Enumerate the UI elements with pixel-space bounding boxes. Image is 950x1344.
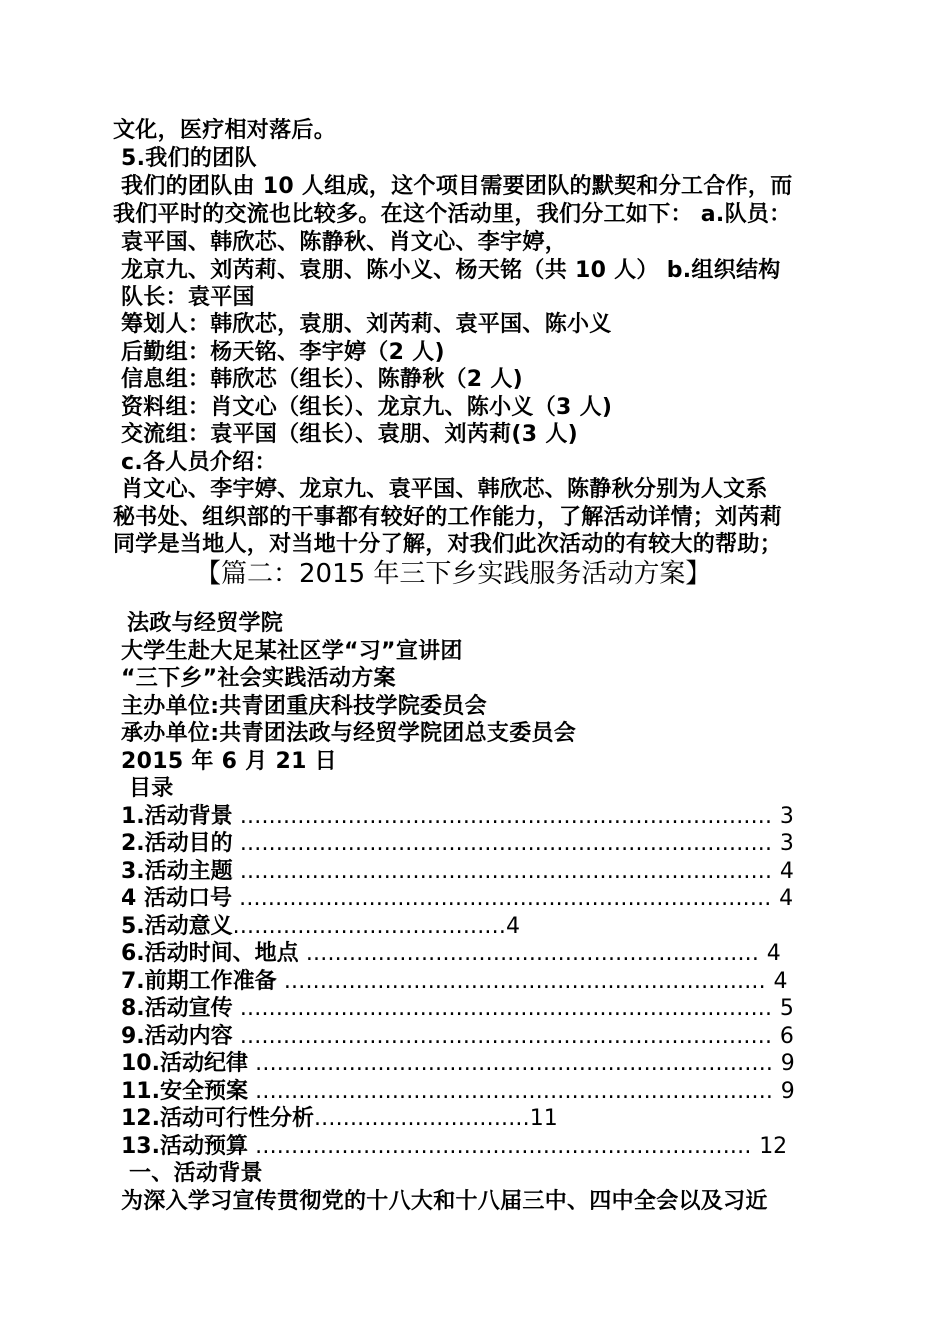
toc-page: 3 <box>779 831 794 856</box>
text-line: 筹划人：韩欣芯，袁朋、刘芮莉、袁平国、陈小义 <box>121 312 612 337</box>
toc-entry <box>121 1105 558 1132</box>
toc-entry <box>121 803 794 830</box>
college-name: 法政与经贸学院 <box>127 611 284 636</box>
toc-page: 9 <box>780 1079 795 1104</box>
toc-leader: .......................................................................... <box>232 996 773 1021</box>
text-line: 资料组：肖文心（组长）、龙京九、陈小义（3 人) <box>121 395 613 420</box>
toc-label: 6.活动时间、地点 <box>121 941 299 966</box>
toc-page: 4 <box>506 914 521 939</box>
toc-leader: ................................................................... <box>276 969 766 994</box>
toc-leader: ...................................... <box>232 914 507 939</box>
toc-label: 7.前期工作准备 <box>121 969 277 994</box>
toc-leader: .......................................................................... <box>232 1024 773 1049</box>
co-organizer: 承办单位:共青团法政与经贸学院团总支委员会 <box>121 721 577 746</box>
toc-leader: .......................................................................... <box>232 804 773 829</box>
toc-page: 4 <box>779 886 794 911</box>
toc-leader: ........................................................................ <box>247 1079 774 1104</box>
toc-leader: ..................................................................... <box>247 1134 752 1159</box>
toc-entry <box>121 1023 794 1050</box>
toc-page: 5 <box>779 996 794 1021</box>
toc-label: 9.活动内容 <box>121 1024 233 1049</box>
toc-entry <box>121 968 787 995</box>
toc-page: 4 <box>766 941 781 966</box>
text-line: 秘书处、组织部的干事都有较好的工作能力，了解活动详情；刘芮莉 <box>113 505 783 530</box>
toc-title: 目录 <box>129 776 174 801</box>
text-line: c.各人员介绍： <box>121 450 277 475</box>
toc-page: 4 <box>773 969 788 994</box>
text-line: 文化，医疗相对落后。 <box>113 118 337 143</box>
text-line: 同学是当地人，对当地十分了解，对我们此次活动的有较大的帮助； <box>113 532 783 557</box>
toc-page: 3 <box>779 804 794 829</box>
toc-leader: .......................................................................... <box>232 859 773 884</box>
text-line: 队长：袁平国 <box>121 285 255 310</box>
team-name: 大学生赴大足某社区学“习”宣讲团 <box>121 639 463 664</box>
toc-entry <box>121 995 794 1022</box>
toc-label: 2.活动目的 <box>121 831 233 856</box>
toc-entry <box>121 1050 795 1077</box>
toc-leader: ............................................................... <box>298 941 760 966</box>
text-line: 肖文心、李宇婷、龙京九、袁平国、韩欣芯、陈静秋分别为人文系 <box>121 477 768 502</box>
text-line: 为深入学习宣传贯彻党的十八大和十八届三中、四中全会以及习近 <box>121 1189 768 1214</box>
text-line: 交流组：袁平国（组长）、袁朋、刘芮莉(3 人) <box>121 422 578 447</box>
toc-label: 11.安全预案 <box>121 1079 248 1104</box>
toc-leader: .......................................................................... <box>232 831 773 856</box>
toc-leader: .............................. <box>313 1106 530 1131</box>
toc-entry <box>121 940 781 967</box>
text-line: 信息组：韩欣芯（组长）、陈静秋（2 人) <box>121 367 524 392</box>
date: 2015 年 6 月 21 日 <box>121 749 337 774</box>
toc-entry <box>121 885 793 912</box>
toc-entry <box>121 1078 795 1105</box>
text-line: 后勤组：杨天铭、李宇婷（2 人) <box>121 340 445 365</box>
toc-page: 4 <box>779 859 794 884</box>
toc-page: 6 <box>779 1024 794 1049</box>
toc-label: 3.活动主题 <box>121 859 233 884</box>
text-line: 我们平时的交流也比较多。在这个活动里，我们分工如下： a.队员： <box>113 202 792 227</box>
plan-title: “三下乡”社会实践活动方案 <box>121 666 396 691</box>
toc-page: 11 <box>529 1106 558 1131</box>
toc-entry <box>121 1133 787 1160</box>
toc-label: 10.活动纪律 <box>121 1051 248 1076</box>
toc-page: 12 <box>759 1134 788 1159</box>
toc-label: 5.活动意义 <box>121 914 233 939</box>
toc-label: 4 活动口号 <box>121 886 232 911</box>
toc-page: 9 <box>780 1051 795 1076</box>
section-title-background: 一、活动背景 <box>129 1161 263 1186</box>
toc-leader: ........................................................................ <box>247 1051 774 1076</box>
toc-entry <box>121 913 520 940</box>
section-title-team: 5.我们的团队 <box>121 146 257 171</box>
toc-label: 13.活动预算 <box>121 1134 248 1159</box>
toc-label: 12.活动可行性分析 <box>121 1106 314 1131</box>
toc-leader: .......................................................................... <box>231 886 772 911</box>
toc-entry <box>121 830 794 857</box>
organizer: 主办单位:共青团重庆科技学院委员会 <box>121 694 487 719</box>
text-line: 袁平国、韩欣芯、陈静秋、肖文心、李宇婷， <box>121 230 568 255</box>
toc-label: 1.活动背景 <box>121 804 233 829</box>
text-line: 我们的团队由 10 人组成，这个项目需要团队的默契和分工合作，而 <box>121 174 793 199</box>
toc-entry <box>121 858 794 885</box>
text-line: 龙京九、刘芮莉、袁朋、陈小义、杨天铭（共 10 人） b.组织结构 <box>121 258 781 283</box>
section-heading: 【篇二：2015 年三下乡实践服务活动方案】 <box>195 559 712 589</box>
toc-label: 8.活动宣传 <box>121 996 233 1021</box>
